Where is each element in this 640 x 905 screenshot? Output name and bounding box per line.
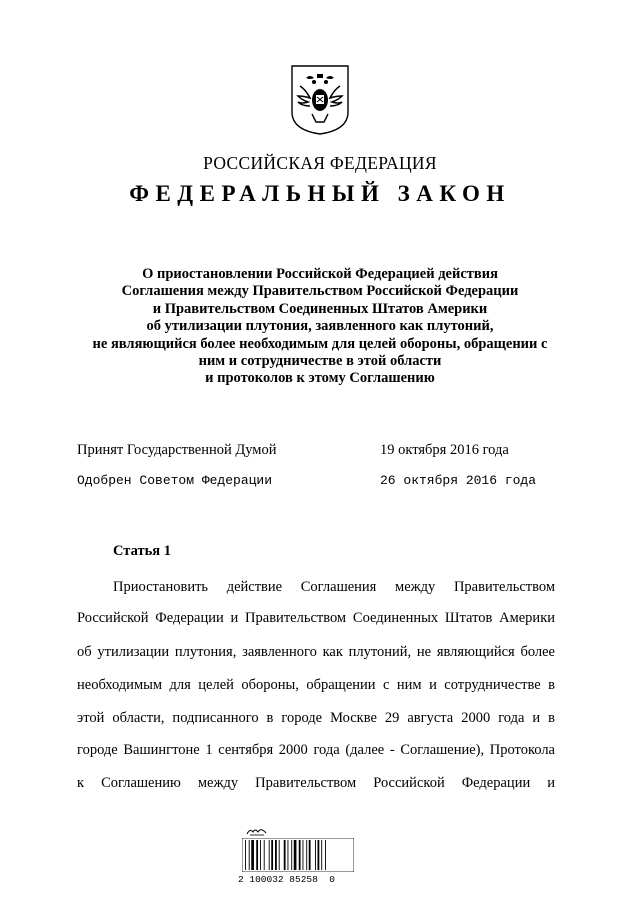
barcode-icon	[242, 838, 354, 872]
law-title-line: О приостановлении Российской Федерацией действия	[142, 266, 498, 282]
coat-of-arms-icon	[290, 64, 350, 136]
barcode-number: 2 100032 85258 0	[238, 874, 335, 885]
law-title-line: и Правительством Соединенных Штатов Америки	[152, 300, 488, 317]
council-approval-label: Одобрен Советом Федерации	[77, 473, 273, 488]
law-title-line: об утилизации плутония, заявленного как плутоний,	[146, 318, 494, 335]
law-title-line: не являющийся более необходимым для целей обороны, обращении с	[92, 335, 548, 352]
duma-adoption-date: 19 октября 2016 года	[380, 442, 509, 458]
article-text-line: Российской Федерации и Правительством Соединенных Штатов Америки	[77, 610, 555, 626]
article-text-line: Приостановить действие Соглашения между Правительством	[113, 579, 555, 595]
council-approval-date: 26 октября 2016 года	[380, 473, 537, 488]
article-text-line: к Соглашению между Правительством Российской Федерации и	[77, 775, 555, 791]
article-text-line: городе Вашингтоне 1 сентября 2000 года (далее - Соглашение), Протокола	[77, 742, 555, 758]
article-text-line: этой области, подписанного в городе Москве 29 августа 2000 года и в	[77, 710, 555, 726]
article-text-line: об утилизации плутония, заявленного как плутоний, не являющийся более	[77, 644, 555, 660]
law-title-line: и протоколов к этому Соглашению	[205, 370, 435, 387]
document-type: ФЕДЕРАЛЬНЫЙ ЗАКОН	[129, 181, 511, 206]
duma-adoption-label: Принят Государственной Думой	[77, 442, 277, 458]
country-name: РОССИЙСКАЯ ФЕДЕРАЦИЯ	[203, 153, 437, 173]
article-text-line: необходимым для целей обороны, обращении с ним и сотрудничестве в	[77, 677, 555, 693]
article-heading: Статья 1	[113, 543, 171, 559]
law-title-line: Соглашения между Правительством Российской Федерации	[121, 283, 519, 300]
law-title-line: ним и сотрудничестве в этой области	[198, 353, 442, 370]
stamp-mark-icon	[246, 826, 268, 836]
law-title	[70, 266, 570, 388]
